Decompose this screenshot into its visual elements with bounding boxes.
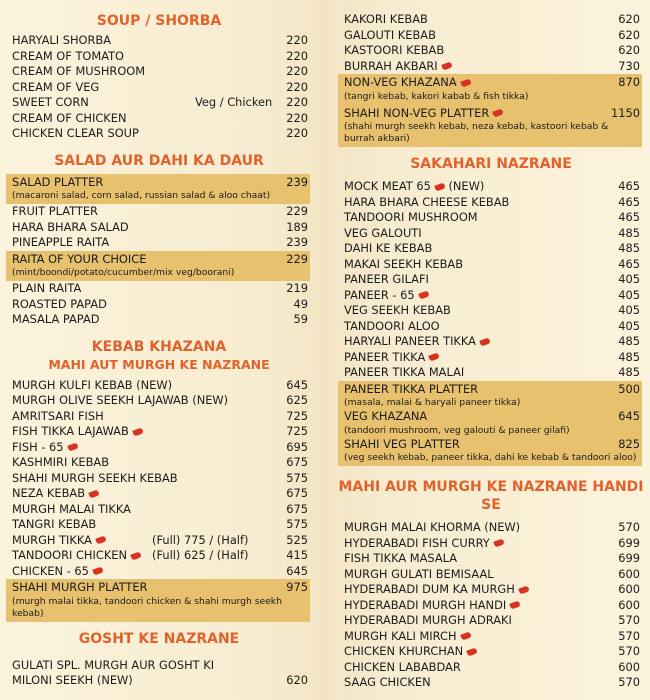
- menu-item-price: 600: [618, 566, 640, 581]
- menu-item-price: 1150: [611, 105, 640, 120]
- menu-item-price: 620: [286, 673, 308, 687]
- menu-item: [0, 204, 318, 220]
- menu-item: [332, 629, 650, 645]
- menu-item-price: 620: [618, 12, 640, 26]
- menu-item-name: RAITA OF YOUR CHOICE: [12, 251, 147, 266]
- menu-item-name: MILONI SEEKH (NEW): [12, 673, 133, 687]
- menu-item-price: 405: [618, 287, 640, 302]
- menu-item: [332, 319, 650, 335]
- menu-item-name: SWEET CORN: [12, 95, 89, 109]
- menu-item: [332, 613, 650, 629]
- menu-item: [332, 272, 650, 288]
- menu-item: [0, 424, 318, 440]
- menu-item: [0, 126, 318, 142]
- menu-item-price: 485: [618, 334, 640, 348]
- menu-item: [0, 49, 318, 65]
- menu-item-price: 405: [618, 272, 640, 286]
- menu-item-description: (tandoori mushroom, veg galouti & paneer gilafi): [344, 424, 570, 436]
- menu-item: [332, 567, 650, 583]
- menu-item-price: 645: [618, 409, 640, 423]
- menu-item-description: (masala, malai & haryali paneer tikka): [344, 397, 521, 408]
- menu-item-name: MOCK MEAT 65 (NEW): [344, 179, 485, 193]
- menu-item-name: SHAHI MURGH SEEKH KEBAB: [12, 470, 178, 485]
- section-title-gosht: GOSHT KE NAZRANE: [78, 630, 240, 647]
- menu-item-name: CREAM OF VEG: [12, 79, 100, 94]
- menu-item: [332, 675, 650, 691]
- menu-item-price: 570: [618, 644, 640, 658]
- menu-item-name: MURGH KALI MIRCH: [344, 629, 471, 645]
- menu-item-name: TANDOORI CHICKEN: [12, 548, 141, 564]
- menu-item-price: 485: [618, 225, 640, 240]
- menu-item: [0, 393, 318, 409]
- menu-item-name: SHAHI VEG PLATTER: [344, 436, 460, 451]
- menu-item-price: 825: [618, 436, 640, 451]
- menu-item: [0, 548, 318, 564]
- menu-item-name: HYDERABADI FISH CURRY: [344, 536, 504, 552]
- menu-item-price: 600: [618, 597, 640, 612]
- menu-item-price: 415: [286, 548, 308, 562]
- menu-item-price: 220: [286, 110, 308, 125]
- menu-item: [332, 43, 650, 59]
- highlight-shahi-non-veg-platter: [338, 105, 642, 148]
- menu-item-price: 695: [286, 439, 308, 454]
- menu-item: [332, 179, 650, 195]
- highlight-non-veg-khazana: [338, 74, 642, 105]
- menu-item: [0, 455, 318, 471]
- salad-list-1: [0, 204, 318, 251]
- menu-item-price: 405: [618, 303, 640, 317]
- menu-item-name: KASHMIRI KEBAB: [12, 455, 110, 469]
- menu-item-description: (murgh malai tikka, tandoori chicken & shahi murgh seekh kebab): [12, 595, 282, 619]
- menu-item-price: 525: [286, 532, 308, 547]
- menu-right-column: [332, 0, 650, 691]
- kebab-list: [0, 378, 318, 580]
- menu-item-name: KASTOORI KEBAB: [344, 43, 445, 57]
- chili-icon: [95, 535, 106, 544]
- section-title-handi: MAHI AUR MURGH KE NAZRANE HANDI SE: [338, 479, 644, 513]
- menu-item-name: FRUIT PLATTER: [12, 204, 98, 218]
- menu-item-price: 485: [618, 241, 640, 255]
- menu-item-price: 870: [618, 75, 640, 89]
- platter-item: [338, 437, 642, 465]
- menu-item-price: 49: [293, 296, 308, 311]
- menu-item: [332, 551, 650, 567]
- menu-item: [0, 95, 318, 111]
- menu-item-name: CREAM OF CHICKEN: [12, 110, 127, 125]
- menu-item-price: 220: [286, 48, 308, 63]
- menu-item-name: FISH - 65: [12, 440, 78, 456]
- chili-icon: [434, 182, 445, 191]
- menu-item-name: HARA BHARA SALAD: [12, 219, 129, 234]
- menu-item: [6, 252, 310, 268]
- menu-item-name: MURGH TIKKA: [12, 533, 106, 549]
- platter-item: [338, 382, 642, 410]
- chili-icon: [493, 108, 504, 117]
- menu-item-name: PLAIN RAITA: [12, 281, 82, 295]
- menu-item-name: PANEER TIKKA MALAI: [344, 365, 465, 379]
- menu-item-option: (Full) 625 / (Half): [152, 548, 249, 562]
- menu-item-description: (tangri kebab, kakori kabab & fish tikka): [344, 90, 529, 102]
- menu-item-name: VEG SEEKH KEBAB: [344, 303, 451, 317]
- menu-item-price: 485: [618, 349, 640, 364]
- chili-icon: [518, 585, 529, 594]
- menu-item: [332, 350, 650, 366]
- menu-item: [0, 80, 318, 96]
- menu-item-name: VEG KHAZANA: [344, 409, 428, 423]
- chili-icon: [460, 631, 471, 640]
- menu-item: [338, 382, 642, 398]
- menu-item-name: GALOUTI KEBAB: [344, 27, 436, 42]
- section-title-kebab: KEBAB KHAZANA: [91, 338, 227, 355]
- menu-item-description: (macaroni salad, corn salad, russian salad & aloo chaat): [12, 190, 271, 201]
- menu-item: [0, 378, 318, 394]
- menu-item: [332, 582, 650, 598]
- menu-item: [0, 517, 318, 533]
- menu-item: [338, 75, 642, 91]
- menu-item-price: 699: [618, 535, 640, 550]
- menu-item: [0, 312, 318, 328]
- menu-item-name: PANEER - 65: [344, 288, 429, 304]
- menu-item-price: 575: [286, 470, 308, 485]
- menu-item-price: 675: [286, 455, 308, 469]
- menu-item: [332, 536, 650, 552]
- section-title-salad: SALAD AUR DAHI KA DAUR: [54, 152, 264, 169]
- platter-item: [338, 409, 642, 437]
- chili-icon: [130, 551, 141, 560]
- menu-item-name: CHICKEN LABABDAR: [344, 659, 461, 674]
- highlight-salad-platter: [6, 174, 310, 205]
- menu-item-price: 220: [286, 126, 308, 140]
- menu-item-name: TANDOORI ALOO: [344, 318, 440, 333]
- kebab-list-continued: [332, 12, 650, 74]
- menu-item-price: 189: [286, 219, 308, 234]
- menu-item: [0, 220, 318, 236]
- menu-item-price: 465: [618, 210, 640, 224]
- menu-item: [0, 297, 318, 313]
- menu-item: [332, 644, 650, 660]
- chili-icon: [429, 352, 440, 361]
- menu-item: [0, 658, 318, 674]
- menu-item-price: 620: [618, 43, 640, 57]
- menu-item-price: 645: [286, 377, 308, 392]
- menu-item-name: NON-VEG KHAZANA: [344, 75, 471, 91]
- menu-left-column: [0, 0, 318, 689]
- menu-item-name: HARA BHARA CHEESE KEBAB: [344, 194, 510, 209]
- menu-item-name: PANEER TIKKA PLATTER: [344, 381, 479, 396]
- sakahari-list: [332, 179, 650, 381]
- menu-item-name: PANEER TIKKA: [344, 350, 439, 366]
- menu-item-price: 575: [286, 517, 308, 531]
- menu-item: [332, 226, 650, 242]
- handi-list: [332, 520, 650, 691]
- menu-item-name: HYDERABADI MURGH ADRAKI: [344, 613, 512, 627]
- menu-item-name: VEG GALOUTI: [344, 225, 422, 240]
- menu-item: [332, 257, 650, 273]
- menu-item-price: 229: [286, 251, 308, 266]
- section-title-soup: SOUP / SHORBA: [96, 13, 222, 29]
- menu-item-description: (mint/boondi/potato/cucumber/mix veg/boorani): [12, 267, 235, 278]
- menu-item: [0, 281, 318, 297]
- menu-item-price: 600: [618, 582, 640, 596]
- menu-item: [332, 12, 650, 28]
- menu-item: [332, 303, 650, 319]
- menu-item-price: 725: [286, 424, 308, 438]
- menu-item: [332, 210, 650, 226]
- menu-item-name: CHICKEN KHURCHAN: [344, 644, 477, 660]
- menu-item-description: (shahi murgh seekh kebab, neza kebab, kastoori kebab & burrah akbari): [344, 121, 609, 144]
- menu-item: [0, 440, 318, 456]
- menu-item: [338, 437, 642, 453]
- menu-item: [332, 598, 650, 614]
- menu-item: [0, 471, 318, 487]
- gosht-list: [0, 658, 318, 689]
- highlight-shahi-murgh-platter: [6, 579, 310, 622]
- chili-icon: [509, 600, 520, 609]
- menu-item-name: MURGH MALAI KHORMA (NEW): [344, 520, 521, 534]
- menu-item-price: 625: [286, 393, 308, 407]
- menu-item: [0, 564, 318, 580]
- menu-item-name: KAKORI KEBAB: [344, 12, 428, 26]
- menu-item-name: CREAM OF MUSHROOM: [12, 64, 146, 78]
- menu-item-name: SALAD PLATTER: [12, 174, 104, 189]
- section-title-sakahari: SAKAHARI NAZRANE: [410, 156, 572, 172]
- menu-item-price: 465: [618, 194, 640, 209]
- menu-item-price: 645: [286, 563, 308, 578]
- menu-item-name: PINEAPPLE RAITA: [12, 235, 110, 249]
- menu-item-price: 220: [286, 64, 308, 78]
- chili-icon: [92, 566, 103, 575]
- menu-item: [6, 175, 310, 191]
- menu-item-name: CREAM OF TOMATO: [12, 48, 125, 63]
- menu-item-price: 570: [618, 613, 640, 627]
- chili-icon: [418, 290, 429, 299]
- menu-item: [0, 502, 318, 518]
- menu-item: [332, 241, 650, 257]
- chili-icon: [67, 442, 78, 451]
- menu-item-name: AMRITSARI FISH: [12, 408, 104, 423]
- menu-item-price: 730: [618, 58, 640, 73]
- chili-icon: [466, 647, 477, 656]
- chili-icon: [479, 337, 490, 346]
- menu-item-price: 239: [286, 235, 308, 249]
- menu-item: [332, 288, 650, 304]
- menu-item-price: 500: [618, 381, 640, 396]
- menu-item-name: BURRAH AKBARI: [344, 59, 452, 75]
- menu-item-price: 239: [286, 174, 308, 189]
- menu-item: [338, 409, 642, 425]
- menu-item-price: 465: [618, 179, 640, 193]
- menu-item-name: MURGH MALAI TIKKA: [12, 501, 131, 516]
- menu-item-price: 220: [286, 33, 308, 47]
- menu-item-name: CHICKEN - 65: [12, 564, 103, 580]
- menu-item-price: 465: [618, 256, 640, 271]
- chili-icon: [88, 489, 99, 498]
- menu-item-name: SAAG CHICKEN: [344, 675, 431, 689]
- soup-list: [0, 33, 318, 142]
- menu-item: [332, 195, 650, 211]
- menu-item: [332, 334, 650, 350]
- chili-icon: [460, 78, 471, 87]
- menu-item: [0, 673, 318, 689]
- chili-icon: [132, 427, 143, 436]
- menu-item-price: 570: [618, 675, 640, 689]
- section-subtitle-kebab: MAHI AUT MURGH KE NAZRANE: [48, 356, 270, 372]
- menu-item-price: 229: [286, 204, 308, 218]
- menu-item: [332, 365, 650, 381]
- menu-item-price: 570: [618, 628, 640, 643]
- highlight-veg-platters: [338, 381, 642, 467]
- menu-item-price: 600: [618, 659, 640, 674]
- menu-item: [338, 106, 642, 122]
- menu-item-name: DAHI KE KEBAB: [344, 241, 433, 255]
- menu-item-name: HYDERABADI MURGH HANDI: [344, 598, 520, 614]
- menu-item-name: PANEER GILAFI: [344, 272, 429, 286]
- menu-item-option: (Full) 775 / (Half): [152, 532, 249, 547]
- menu-item-note: (NEW): [448, 179, 485, 193]
- menu-item-option: Veg / Chicken: [195, 95, 273, 109]
- menu-item-price: 59: [293, 312, 308, 326]
- menu-item-price: 975: [286, 580, 308, 594]
- menu-item-name: FISH TIKKA LAJAWAB: [12, 424, 143, 440]
- menu-item-name: MURGH GULATI BEMISAAL: [344, 566, 494, 581]
- menu-item-name: NEZA KEBAB: [12, 486, 99, 502]
- menu-item-name: HYDERABADI DUM KA MURGH: [344, 582, 529, 598]
- menu-item-price: 675: [286, 501, 308, 516]
- menu-item-price: 620: [618, 27, 640, 42]
- menu-item: [332, 59, 650, 75]
- menu-item: [332, 660, 650, 676]
- menu-item-name: CHICKEN CLEAR SOUP: [12, 126, 139, 140]
- menu-item: [0, 409, 318, 425]
- menu-item-price: 570: [618, 520, 640, 534]
- menu-item-name: MASALA PAPAD: [12, 312, 100, 326]
- menu-item: [0, 486, 318, 502]
- menu-item-price: 485: [618, 365, 640, 379]
- menu-item-price: 220: [286, 95, 308, 109]
- salad-list-2: [0, 281, 318, 328]
- menu-item-name: MURGH OLIVE SEEKH LAJAWAB (NEW): [12, 393, 229, 407]
- menu-item-name: TANGRI KEBAB: [12, 517, 97, 531]
- menu-item-name: GULATI SPL. MURGH AUR GOSHT KI: [12, 657, 215, 672]
- menu-item-description: (veg seekh kebab, paneer tikka, dahi ke kebab & tandoori aloo): [344, 452, 637, 463]
- menu-item-name: TANDOORI MUSHROOM: [344, 210, 478, 224]
- menu-item-price: 675: [286, 486, 308, 500]
- menu-item: [0, 235, 318, 251]
- menu-item-name: HARYALI PANEER TIKKA: [344, 334, 490, 350]
- highlight-raita: [6, 251, 310, 282]
- menu-item-name: ROASTED PAPAD: [12, 296, 107, 311]
- menu-item-price: 219: [286, 281, 308, 295]
- menu-item-name: MURGH KULFI KEBAB (NEW): [12, 377, 173, 392]
- menu-item-price: 699: [618, 551, 640, 565]
- menu-item-price: 220: [286, 79, 308, 94]
- menu-item: [0, 111, 318, 127]
- menu-item: [332, 520, 650, 536]
- menu-item: [332, 28, 650, 44]
- menu-item-price: 405: [618, 318, 640, 333]
- menu-item: [0, 33, 318, 49]
- chili-icon: [493, 538, 504, 547]
- menu-item: [0, 533, 318, 549]
- menu-item-name: FISH TIKKA MASALA: [344, 551, 458, 565]
- menu-item-name: HARYALI SHORBA: [12, 33, 112, 47]
- menu-item: [6, 580, 310, 596]
- chili-icon: [441, 61, 452, 70]
- menu-item-name: SHAHI NON-VEG PLATTER: [344, 106, 503, 122]
- menu-item-name: MAKAI SEEKH KEBAB: [344, 256, 464, 271]
- menu-item-name: SHAHI MURGH PLATTER: [12, 580, 148, 594]
- menu-item-price: 725: [286, 408, 308, 423]
- menu-item: [0, 64, 318, 80]
